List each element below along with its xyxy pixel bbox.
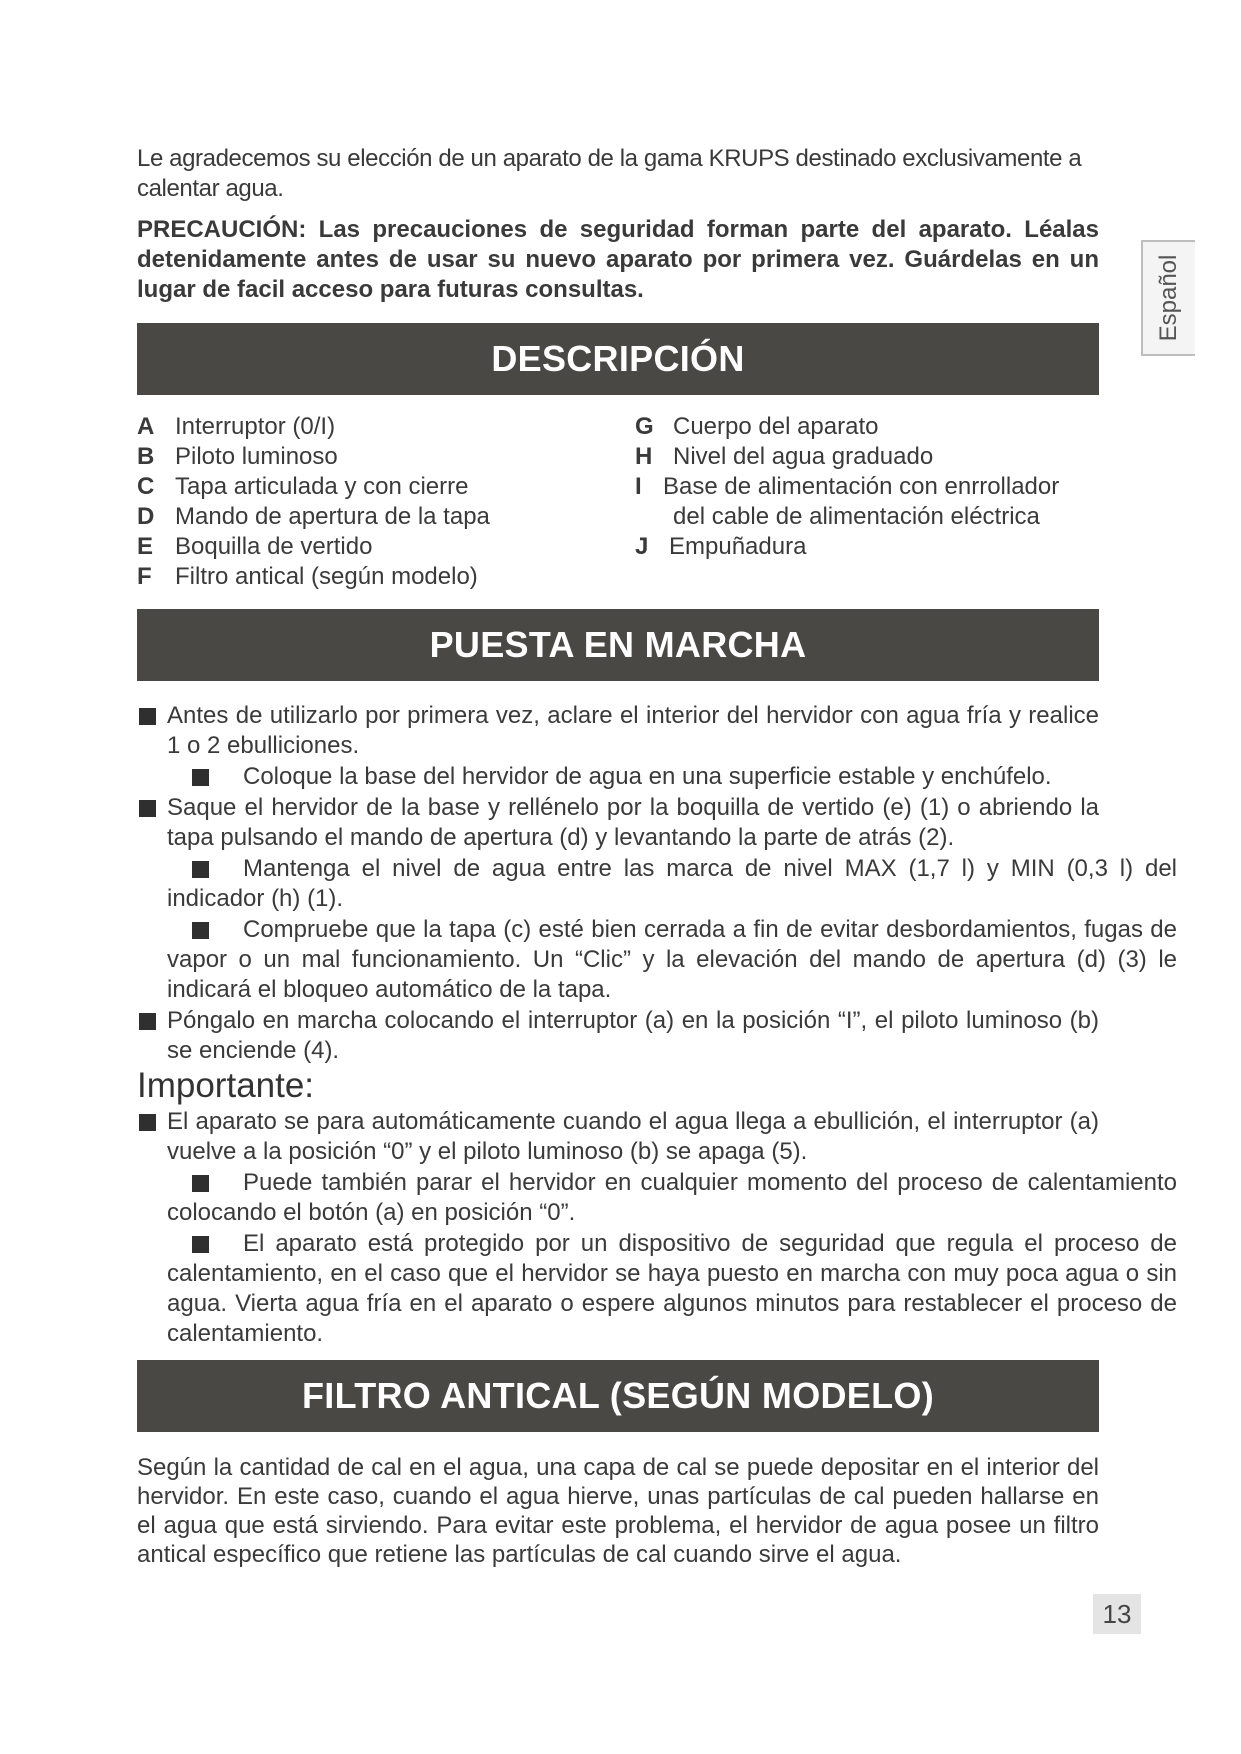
- importante-heading: Importante:: [137, 1066, 315, 1105]
- filtro-paragraph: Según la cantidad de cal en el agua, una capa de cal se puede depositar en el interior del hervidor. En este caso, cuando el agua hierve, unas partículas de cal pueden hallarse en el agua que está sirviendo. Para evitar este problema, el hervidor de agua posee un filtro antical específico que retiene las partículas de cal cuando sirve el agua.: [137, 1454, 1099, 1568]
- list-item: del cable de alimentación eléctrica: [673, 503, 1040, 530]
- language-tab: [1141, 240, 1195, 356]
- list-item: G Cuerpo del aparato: [635, 413, 879, 440]
- list-item: I Base de alimentación con enrrollador: [635, 473, 1060, 500]
- list-item: Coloque la base del hervidor de agua en una superficie estable y enchúfelo.: [137, 762, 1177, 792]
- caution-paragraph: PRECAUCIÓN: Las precauciones de seguridad forman parte del aparato. Léalas detenidamente antes de usar su nuevo aparato por primera vez. Guárdelas en un lugar de facil acceso para futuras consultas.: [137, 216, 1099, 303]
- list-item: C Tapa articulada y con cierre: [137, 473, 469, 500]
- list-item: Póngalo en marcha colocando el interruptor (a) en la posición “I”, el piloto luminoso (b) se enciende (4).: [137, 1006, 1099, 1066]
- list-item: Antes de utilizarlo por primera vez, aclare el interior del hervidor con agua fría y realice 1 o 2 ebulliciones.: [137, 701, 1099, 761]
- language-tab-label: Español: [1155, 254, 1182, 342]
- list-item: B Piloto luminoso: [137, 443, 338, 470]
- list-item: El aparato se para automáticamente cuando el agua llega a ebullición, el interruptor (a) vuelve a la posición “0” y el piloto luminoso (b) se apaga (5).: [137, 1107, 1099, 1167]
- page-number: 13: [1093, 1594, 1141, 1634]
- list-item: El aparato está protegido por un dispositivo de seguridad que regula el proceso de calentamiento, en el caso que el hervidor se haya puesto en marcha con muy poca agua o sin agua. Vierta agua fría en el aparato o espere algunos minutos para restablecer el proceso de calentamiento.: [137, 1229, 1177, 1349]
- list-item: F Filtro antical (según modelo): [137, 563, 478, 590]
- puesta-list: [137, 701, 1177, 1067]
- list-item: Compruebe que la tapa (c) esté bien cerrada a fin de evitar desbordamientos, fugas de vapor o un mal funcionamiento. Un “Clic” y la elevación del mando de apertura (d) (3) le indicará el bloqueo automático de la tapa.: [137, 915, 1177, 1005]
- importante-list: [137, 1107, 1177, 1350]
- intro-paragraph: Le agradecemos su elección de un aparato de la gama KRUPS destinado exclusivamente a calentar agua.: [137, 145, 1082, 202]
- list-item: Puede también parar el hervidor en cualquier momento del proceso de calentamiento colocando el botón (a) en posición “0”.: [137, 1168, 1177, 1228]
- description-list-left: [137, 412, 490, 592]
- list-item: E Boquilla de vertido: [137, 533, 373, 560]
- list-item: J Empuñadura: [635, 533, 807, 560]
- list-item: D Mando de apertura de la tapa: [137, 503, 490, 530]
- section-header-descripcion: DESCRIPCIÓN: [137, 323, 1099, 395]
- list-item: H Nivel del agua graduado: [635, 443, 934, 470]
- list-item: Mantenga el nivel de agua entre las marca de nivel MAX (1,7 l) y MIN (0,3 l) del indicador (h) (1).: [137, 854, 1177, 914]
- description-list-right: [635, 412, 1059, 562]
- section-header-filtro-antical: FILTRO ANTICAL (SEGÚN MODELO): [137, 1360, 1099, 1432]
- list-item: Saque el hervidor de la base y rellénelo por la boquilla de vertido (e) (1) o abriendo la tapa pulsando el mando de apertura (d) y levantando la parte de atrás (2).: [137, 793, 1099, 853]
- list-item: A Interruptor (0/I): [137, 413, 336, 440]
- section-header-puesta-en-marcha: PUESTA EN MARCHA: [137, 609, 1099, 681]
